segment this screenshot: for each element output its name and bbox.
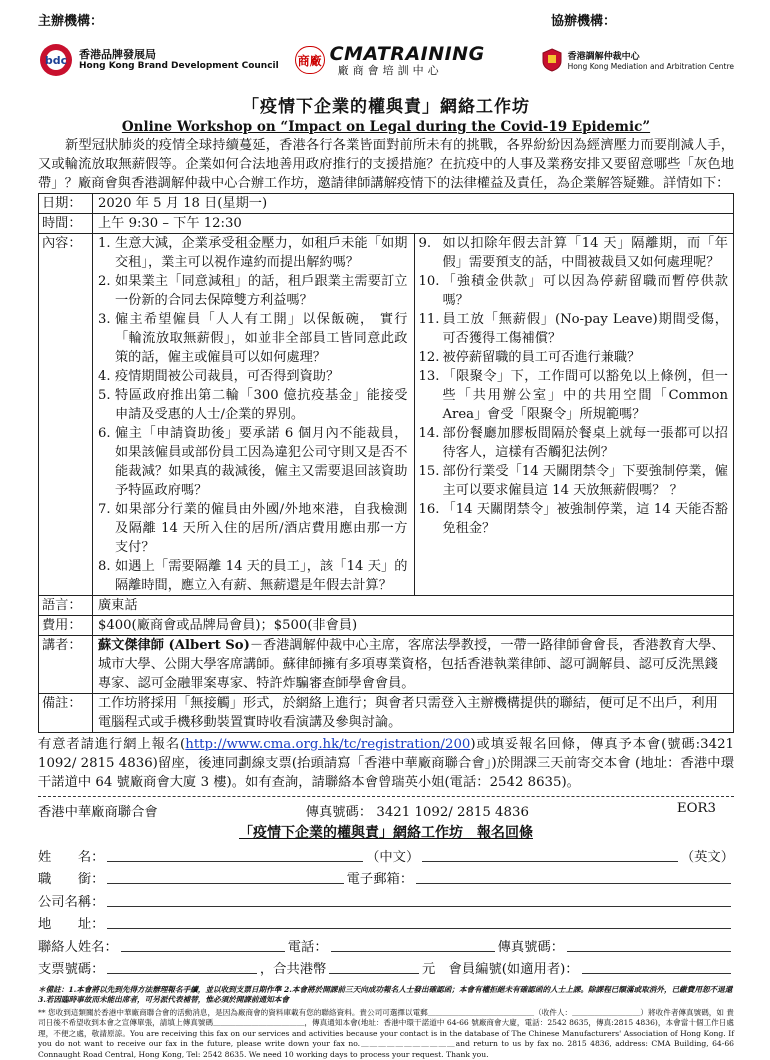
contact-label: 聯絡人姓名： (38, 939, 118, 955)
member-number-label: 元 會員編號(如適用者)： (421, 962, 579, 977)
fee-label: 費用： (39, 616, 93, 636)
job-title-row (38, 865, 734, 888)
content-item (419, 424, 729, 462)
content-item (419, 500, 729, 538)
content-item-number: 1. (98, 236, 111, 251)
fee-value: $400(廠商會或品牌局會員)；$500(非會員) (93, 616, 734, 636)
cheque-label: 支票號碼： (38, 962, 105, 977)
speaker-label: 講者： (39, 636, 93, 694)
language-label: 語言： (39, 596, 93, 616)
logo-row (38, 36, 734, 84)
cma-subtitle: 廠商會培訓中心 (337, 63, 443, 77)
content-item (98, 424, 408, 500)
name-zh-suffix: （中文） (366, 849, 420, 865)
hkmac-logo (541, 48, 734, 72)
cut-line (38, 796, 734, 797)
register-text-post: )或填妥報名回條，傳真予本會(號碼:3421 1092/ 2815 4836)留座，後連同劃線支票(抬頭請寫「香港中華廠商聯合會」)於開課三天前寄交本會 (地址：香港中環干諾道中 64 號廠商會大廈 3 樓)。如有查詢，請聯絡本會曾瑞英小姐(電話：2542 8635)。 (38, 737, 734, 790)
form-title: 「疫情下企業的權與責」網絡工作坊 報名回條 (239, 825, 533, 841)
title-english: Online Workshop on “Impact on Legal during the Covid-19 Epidemic” (121, 119, 651, 135)
cma-badge: 商廠 (295, 46, 325, 74)
content-item-text: 如以扣除年假去計算「14 天」隔離期，而「年假」需要預支的話，中間被裁員又如何處理呢？ (442, 236, 728, 270)
time-row (39, 214, 734, 234)
company-label: 公司名稱： (38, 894, 105, 910)
hkbdc-mark-icon (38, 42, 74, 78)
intro-paragraph: 新型冠狀肺炎的疫情全球持續蔓延，香港各行各業皆面對前所未有的挑戰，各界紛紛因為經濟壓力而要削減人手，又或輪流放取無薪假等。企業如何合法地善用政府推行的支援措施？在抗疫中的人事及業務安排又要留意哪些「灰色地帶」？廠商會與香港調解仲裁中心合辦工作坊，邀請律師講解疫情下的法律權益及責任，為企業解答疑難。詳情如下： (38, 138, 734, 191)
content-column-right (415, 234, 729, 595)
content-column-left (93, 234, 415, 595)
cheque-amount-field[interactable] (329, 960, 419, 974)
name-en-suffix: （英文） (680, 849, 735, 865)
language-row (39, 596, 734, 616)
form-code: EOR3 (676, 801, 716, 816)
speaker-name: 蘇文傑律師 (Albert So) (98, 638, 250, 653)
name-zh-field[interactable] (107, 848, 363, 862)
content-item-text: 如遇上「需要隔離 14 天的員工」，該「14 天」的隔離時間，應立入有薪、無薪還是年假去計算？ (115, 559, 408, 593)
info-table (38, 193, 734, 733)
content-item-text: 生意大減，企業承受租金壓力，如租戶未能「如期交租」，業主可以視作違約而提出解約嗎？ (115, 236, 408, 270)
content-item (98, 500, 408, 557)
cheque-number-field[interactable] (107, 960, 256, 974)
company-row (38, 887, 734, 910)
content-item-text: 如果業主「同意減租」的話，租戶跟業主需要訂立一份新的合同去保障雙方利益嗎？ (115, 274, 408, 308)
fee-row (39, 616, 734, 636)
content-item-text: 疫情期間被公司裁員，可否得到資助？ (115, 369, 340, 384)
content-item-number: 10. (418, 274, 440, 289)
register-text-pre: 有意者請進行網上報名( (38, 737, 186, 752)
phone-label: 電話： (287, 939, 328, 955)
content-item-number: 11. (418, 312, 440, 327)
content-item-number: 15. (418, 464, 440, 479)
form-organization: 香港中華廠商聯合會 (38, 805, 158, 820)
remark-row (39, 694, 734, 733)
fax-field[interactable] (567, 938, 731, 952)
language-value: 廣東話 (93, 596, 734, 616)
content-item-text: 部份行業受「14 天關閉禁令」下要強制停業，僱主可以要求僱員這 14 天放無薪假嗎？ ？ (442, 464, 728, 498)
hkmac-name-en: Hong Kong Mediation and Arbitration Centre (567, 62, 734, 71)
email-label: 電子郵箱： (346, 872, 414, 887)
content-item (419, 348, 729, 367)
email-field[interactable] (416, 870, 731, 884)
content-item-text: 特區政府推出第二輪「300 億抗疫基金」能接受申請及受惠的人士/企業的界別。 (115, 388, 408, 422)
form-header (38, 801, 734, 820)
hkmac-emblem-icon (541, 48, 563, 72)
notes: ＊備註：1.本會將以先到先得方法辦理報名手續，並以收到支票日期作準 2.本會將於開課前三天向成功報名人士發出確認函；本會有權拒絕未有確認函的人士上課。除課程已額滿或取消外，已繳費用恕不退還 3.若因臨時事故而未能出席者，可另派代表補替，惟必須於開課前通知本會 (38, 985, 733, 1004)
content-item-number: 9. (418, 236, 432, 251)
title-chinese: 「疫情下企業的權與責」網絡工作坊 (242, 97, 530, 117)
address-label: 地 址： (38, 917, 105, 932)
content-item-number: 12. (418, 350, 440, 365)
content-item-text: 被停薪留職的員工可否進行兼職？ (442, 350, 641, 365)
date-row (39, 194, 734, 214)
date-value: 2020 年 5 月 18 日(星期一) (93, 194, 734, 214)
hkbdc-name-zh: 香港品牌發展局 (79, 48, 156, 61)
job-title-label: 職 銜： (38, 872, 105, 887)
content-item-number: 16. (418, 502, 440, 517)
content-item-number: 7. (98, 502, 111, 517)
job-title-field[interactable] (107, 870, 343, 884)
content-item-number: 3. (98, 312, 111, 327)
organizer-label: 主辦機構： (38, 14, 104, 29)
content-item-number: 13. (418, 369, 440, 384)
content-item (419, 272, 729, 310)
co-organizer-label: 協辦機構： (550, 14, 616, 29)
content-item-number: 2. (98, 274, 111, 289)
privacy-notice: ** 您收到這類關於香港中華廠商聯合會的活動消息，是因為廠商會的資料庫載有您的聯絡資料。貴公司可選擇以電郵＿＿＿＿＿＿＿＿＿＿＿＿＿＿（收件人：＿＿＿＿＿＿＿＿＿）將收件者傳真號碼，如 貴司日後不希望收到本會之宣傳單張，請填上傳真號碼＿＿＿＿＿＿＿＿＿＿＿＿，傳真通知本會(地址：香港中環干諾道中 64-66 號廠商會大廈，電話：2542 8635，傳真:2815 4836)，本會當十個工作日處理，不便之處，敬請原諒。You are receiving this fax on our services and activities because your contact is in the database of The Chinese Manufacturers' Association of Hong Kong. If you do not want to receive our fax in the future, please write down your fax no.＿＿＿＿＿＿＿＿＿＿＿and return to us by fax no. 2815 4836, address: CMA Building, 64-66 Connaught Road Central, Hong Kong, Tel: 2542 8635. We need 10 working days to process your request. Thank you. (38, 1008, 734, 1059)
speaker-row (39, 636, 734, 694)
hkbdc-mark-text: bdc (44, 54, 68, 67)
content-item-text: 部份餐廳加膠板間隔於餐桌上就每一張都可以招待客人，這樣有否觸犯法例？ (442, 426, 728, 460)
content-item-number: 14. (418, 426, 440, 441)
hkbdc-logo (38, 42, 279, 78)
content-item-number: 4. (98, 369, 111, 384)
content-item-number: 5. (98, 388, 111, 403)
name-row (38, 842, 734, 865)
organizer-labels (38, 10, 734, 32)
content-item-text: 「強積金供款」可以因為停薪留職而暫停供款嗎？ (442, 274, 728, 308)
content-item (98, 234, 408, 272)
content-items (98, 234, 728, 595)
name-en-field[interactable] (422, 848, 678, 862)
content-item (98, 367, 408, 386)
content-item (98, 310, 408, 367)
content-item (98, 272, 408, 310)
speaker-value (93, 636, 734, 694)
content-item-number: 6. (98, 426, 111, 441)
hkbdc-name-en: Hong Kong Brand Development Council (79, 61, 279, 71)
registration-paragraph (38, 735, 734, 792)
form-fax-number: 傳真號碼： 3421 1092/ 2815 4836 (305, 805, 529, 820)
name-label: 姓 名： (38, 849, 105, 865)
content-item-text: 員工放「無薪假」(No-pay Leave)期間受傷，可否獲得工傷補償？ (442, 312, 728, 346)
content-item (98, 557, 408, 595)
content-item (98, 386, 408, 424)
cma-logo (295, 44, 485, 77)
content-item-text: 僱主希望僱員「人人有工開」以保飯碗， 實行「輪流放取無薪假」，如並非全部員工皆同意此政策的話，僱主或僱員可以如何處理？ (115, 312, 408, 365)
contact-row (38, 932, 734, 955)
content-item-number: 8. (98, 559, 111, 574)
content-label: 內容： (39, 234, 93, 596)
date-label: 日期： (39, 194, 93, 214)
content-item-text: 「14 天關閉禁令」被強制停業，這 14 天能否豁免租金？ (442, 502, 728, 536)
content-row (39, 234, 734, 596)
remark-label: 備註： (39, 694, 93, 733)
content-item-text: 「限聚令」下，工作間可以豁免以上條例，但一些「共用辦公室」中的共用空間「Common Area」會受「限聚令」所規範嗎？ (442, 369, 728, 422)
content-item (419, 310, 729, 348)
cma-title: CMATRAINING (329, 42, 485, 65)
content-item-text: 僱主「申請資助後」要承諾 6 個月內不能裁員，如果該僱員或部份員工因為違犯公司守則又是否不能裁減？如果真的裁減後，僱主又需要退回該資助予特區政府嗎？ (115, 426, 408, 498)
contact-field[interactable] (121, 938, 285, 952)
member-number-field[interactable] (582, 960, 731, 974)
cheque-row (38, 955, 734, 978)
cheque-amount-label: ，合共港幣 (259, 962, 327, 977)
fax-label: 傳真號碼： (497, 939, 565, 955)
content-item (419, 367, 729, 424)
hkmac-name-zh: 香港調解仲裁中心 (567, 52, 640, 62)
address-row (38, 910, 734, 933)
time-label: 時間： (39, 214, 93, 234)
content-item-text: 如果部分行業的僱員由外國/外地來港，自我檢測及隔離 14 天所入住的居所/酒店費用應由那一方支付？ (115, 502, 408, 555)
company-field[interactable] (107, 893, 731, 907)
speaker-description: －香港調解仲裁中心主席，客席法學教授，一帶一路律師會會長，香港教育大學、城市大學、公開大學客席講師。蘇律師擁有多項專業資格，包括香港執業律師、認可調解員、認可反洗黑錢專家、認可金融罪案專家、特許炸騙審查師學會會員。 (98, 638, 725, 691)
time-value: 上午 9:30 – 下午 12:30 (93, 214, 734, 234)
content-item (419, 234, 729, 272)
address-field[interactable] (107, 915, 731, 929)
phone-field[interactable] (331, 938, 495, 952)
content-item (419, 462, 729, 500)
registration-link[interactable]: http://www.cma.org.hk/tc/registration/200 (185, 737, 471, 752)
remark-value: 工作坊將採用「無接觸」形式，於網絡上進行；與會者只需登入主辦機構提供的聯結，便可足不出戶，利用電腦程式或手機移動裝置實時收看演講及參與討論。 (93, 694, 734, 733)
